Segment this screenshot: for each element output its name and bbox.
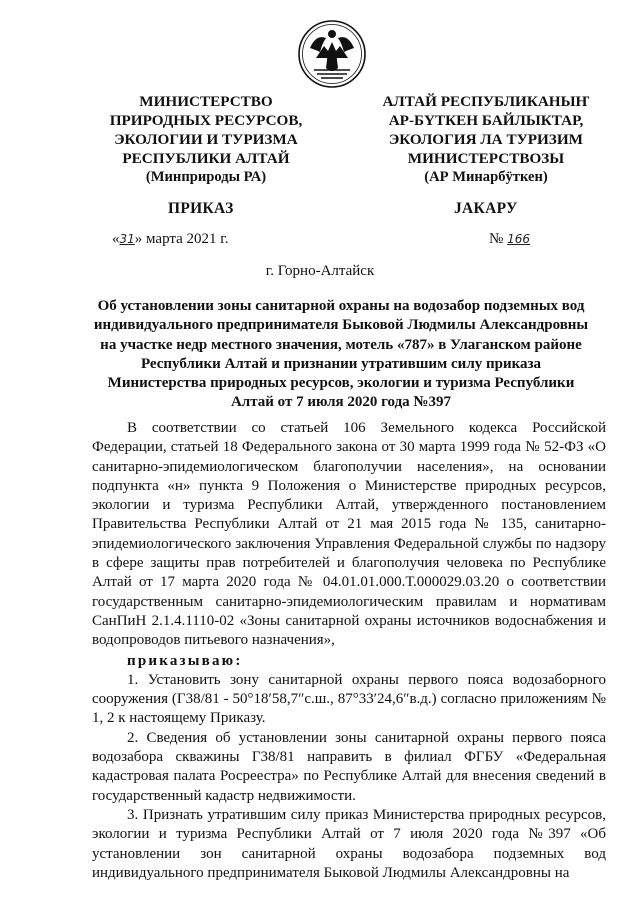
preamble-paragraph: В соответствии со статьей 106 Земельного кодекса Российской Федерации, статьей 18 Федерального закона от 30 марта 1999 года № 52-ФЗ «О санитарно-эпидемиологическом благополучии населения», на основании подпункта «н» пункта 9 Положения о Министерстве природных ресурсов, экологии и туризма Республики Алтай, утвержденного постановлением Правительства Республики Алтай от 21 мая 2015 года № 135, санитарно-эпидемиологического заключения Управления Федеральной службы по надзору в сфере защиты прав потребителей и благополучия человека по Республике Алтай от 17 марта 2020 года № 04.01.01.000.Т.000029.03.20 о соответствии государственным санитарно-эпидемиологическим правилам и нормативам СанПиН 2.1.4.1110-02 «Зоны санитарной охраны источников водоснабжения и водопроводов питьевого назначения», xyxy=(92,420,606,649)
ministry-alt-line3: ЭКОЛОГИЯ ЛА ТУРИЗИМ xyxy=(389,131,583,148)
order-item-2: 2. Сведения об установлении зоны санитарной охраны первого пояса водозабора скважины Г38/81 направить в филиал ФГБУ «Федеральная кадастровая палата Росреестра» по Республике Алтай для внесения сведений в государственный кадастр недвижимости. xyxy=(92,729,606,804)
order-item-3: 3. Признать утратившим силу приказ Министерства природных ресурсов, экологии и туризма Республики Алтай от 7 июля 2020 года №397 «Об установлении зон санитарной охраны водозабора подземных вод индивидуального предпринимателя Быковой Людмилы Александровны на xyxy=(92,806,606,881)
ministry-name-altai xyxy=(368,92,604,187)
order-word-altai: JАКАРУ xyxy=(454,200,518,217)
order-date xyxy=(112,231,229,248)
ministry-ru-line4: РЕСПУБЛИКИ АЛТАЙ xyxy=(122,150,290,167)
ministry-ru-line1: МИНИСТЕРСТВО xyxy=(139,93,273,110)
ministry-alt-line1: АЛТАЙ РЕСПУБЛИКАНЫҤ xyxy=(382,93,590,110)
date-day-handwritten: 31 xyxy=(119,232,135,246)
ministry-ru-abbrev: (Минприроды РА) xyxy=(145,169,267,185)
ministry-name-russian xyxy=(96,92,316,187)
order-word-russian: ПРИКАЗ xyxy=(168,200,234,217)
ministry-alt-line2: АР-БҮТКЕН БАЙЛЫКТАР, xyxy=(388,112,584,129)
order-item-1: 1. Установить зону санитарной охраны первого пояса водозаборного сооружения (Г38/81 - 50°18′58,7″с.ш., 87°33′24,6″в.д.) согласно приложениям № 1, 2 к настоящему Приказу. xyxy=(92,671,606,727)
ministry-alt-abbrev: (АР Минарбӱткен) xyxy=(424,169,548,185)
number-handwritten: 166 xyxy=(507,232,530,246)
date-rest: » марта 2021 г. xyxy=(134,231,229,247)
republic-emblem-icon xyxy=(292,18,372,90)
date-open-quote: « xyxy=(112,231,120,247)
order-verb: приказываю: xyxy=(127,652,243,669)
ministry-ru-line3: ЭКОЛОГИИ И ТУРИЗМА xyxy=(114,131,298,148)
document-title: Об установлении зоны санитарной охраны на водозабор подземных вод индивидуального предпринимателя Быковой Людмилы Александровны на участке недр местного значения, мотель «787» в Улаганском районе Республики Алтай и признании утратившим силу приказа Министерства природных ресурсов, экологии и туризма Республики Алтай от 7 июля 2020 года №397 xyxy=(93,298,589,411)
city-name: г. Горно-Алтайск xyxy=(265,263,375,279)
order-number xyxy=(489,231,530,248)
ministry-ru-line2: ПРИРОДНЫХ РЕСУРСОВ, xyxy=(109,112,303,129)
number-prefix: № xyxy=(489,231,504,247)
ministry-alt-line4: МИНИСТЕРСТВОЗЫ xyxy=(407,150,565,167)
document-body xyxy=(92,419,606,883)
